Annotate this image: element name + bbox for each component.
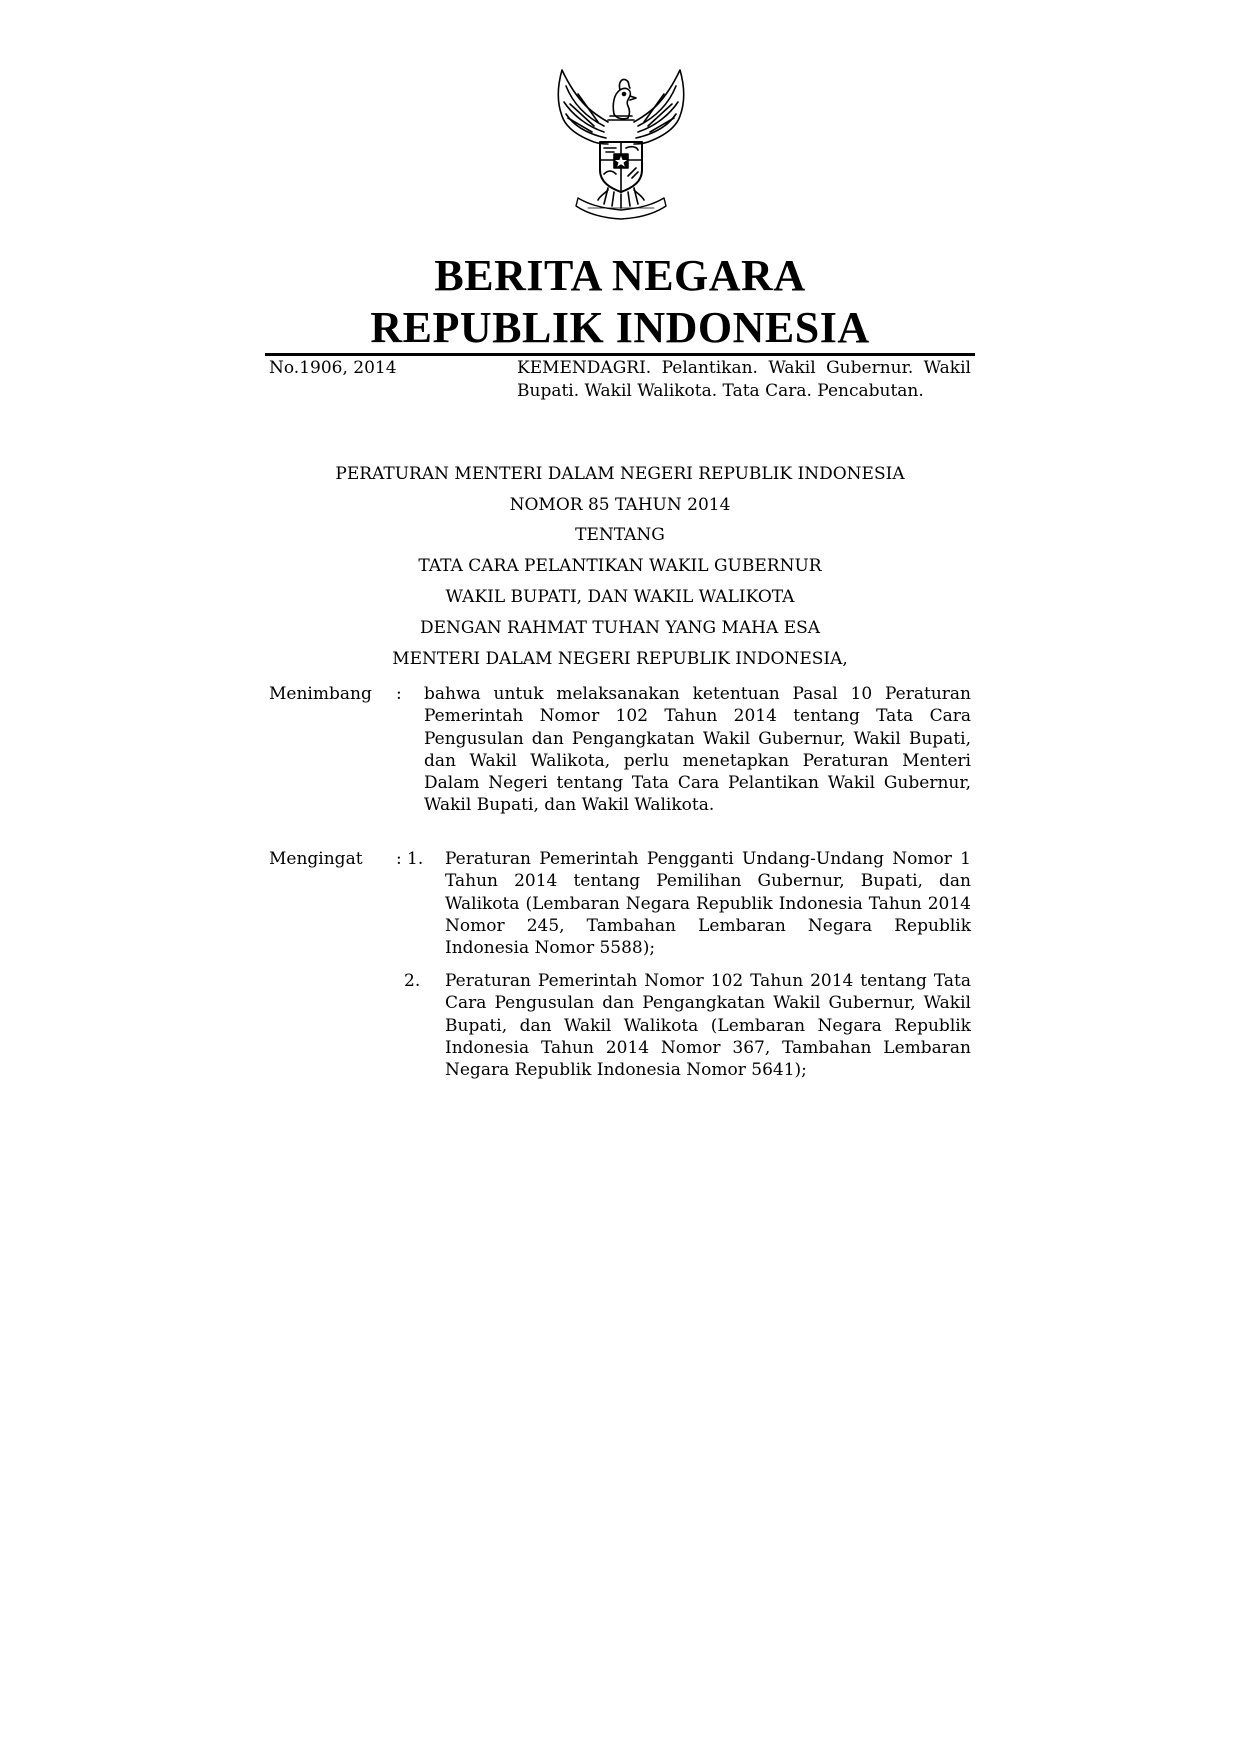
- gazette-number: No.1906, 2014: [269, 358, 397, 378]
- regulation-about: TENTANG: [575, 525, 665, 545]
- menimbang-colon: :: [396, 684, 402, 704]
- menimbang-text: bahwa untuk melaksanakan ketentuan Pasal 10 Peraturan Pemerintah Nomor 102 Tahun 2014 tentang Tata Cara Pengusulan dan Pengangkatan Wakil Gubernur, Wakil Bupati, dan Wakil Walikota, perlu menetapkan Peraturan Menteri Dalam Negeri tentang Tata Cara Pelantikan Wakil Gubernur, Wakil Bupati, dan Wakil Walikota.: [424, 684, 971, 816]
- regulation-number: NOMOR 85 TAHUN 2014: [509, 495, 731, 515]
- regulation-subject-line2: WAKIL BUPATI, DAN WAKIL WALIKOTA: [445, 587, 795, 607]
- regulation-authority: MENTERI DALAM NEGERI REPUBLIK INDONESIA,: [392, 649, 848, 669]
- mengingat-item-text: Peraturan Pemerintah Nomor 102 Tahun 2014 tentang Tata Cara Pengusulan dan Pengangkatan Wakil Gubernur, Wakil Bupati, dan Wakil Walikota (Lembaran Negara Republik Indonesia Tahun 2014 Nomor 367, Tambahan Lembaran Negara Republik Indonesia Nomor 5641);: [445, 971, 971, 1081]
- garuda-emblem-icon: [548, 64, 694, 220]
- mengingat-item-text: Peraturan Pemerintah Pengganti Undang-Undang Nomor 1 Tahun 2014 tentang Pemilihan Gubernur, Bupati, dan Walikota (Lembaran Negara Republik Indonesia Tahun 2014 Nomor 245, Tambahan Lembaran Negara Republik Indonesia Nomor 5588);: [445, 849, 971, 959]
- regulation-preamble: DENGAN RAHMAT TUHAN YANG MAHA ESA: [419, 618, 821, 638]
- mengingat-colon: :: [396, 849, 402, 869]
- mengingat-label: Mengingat: [269, 849, 363, 869]
- gazette-title-line2: REPUBLIK INDONESIA: [370, 303, 870, 352]
- regulation-subject-line1: TATA CARA PELANTIKAN WAKIL GUBERNUR: [418, 556, 822, 576]
- regulation-title: PERATURAN MENTERI DALAM NEGERI REPUBLIK INDONESIA: [335, 464, 905, 484]
- gazette-subject: KEMENDAGRI. Pelantikan. Wakil Gubernur. Wakil Bupati. Wakil Walikota. Tata Cara. Pencabutan.: [517, 358, 971, 401]
- gazette-title-line1: BERITA NEGARA: [434, 251, 806, 300]
- mengingat-item-number: 1.: [407, 849, 424, 869]
- header-divider: [265, 353, 975, 356]
- mengingat-item-number: 2.: [404, 971, 421, 991]
- menimbang-label: Menimbang: [269, 684, 372, 704]
